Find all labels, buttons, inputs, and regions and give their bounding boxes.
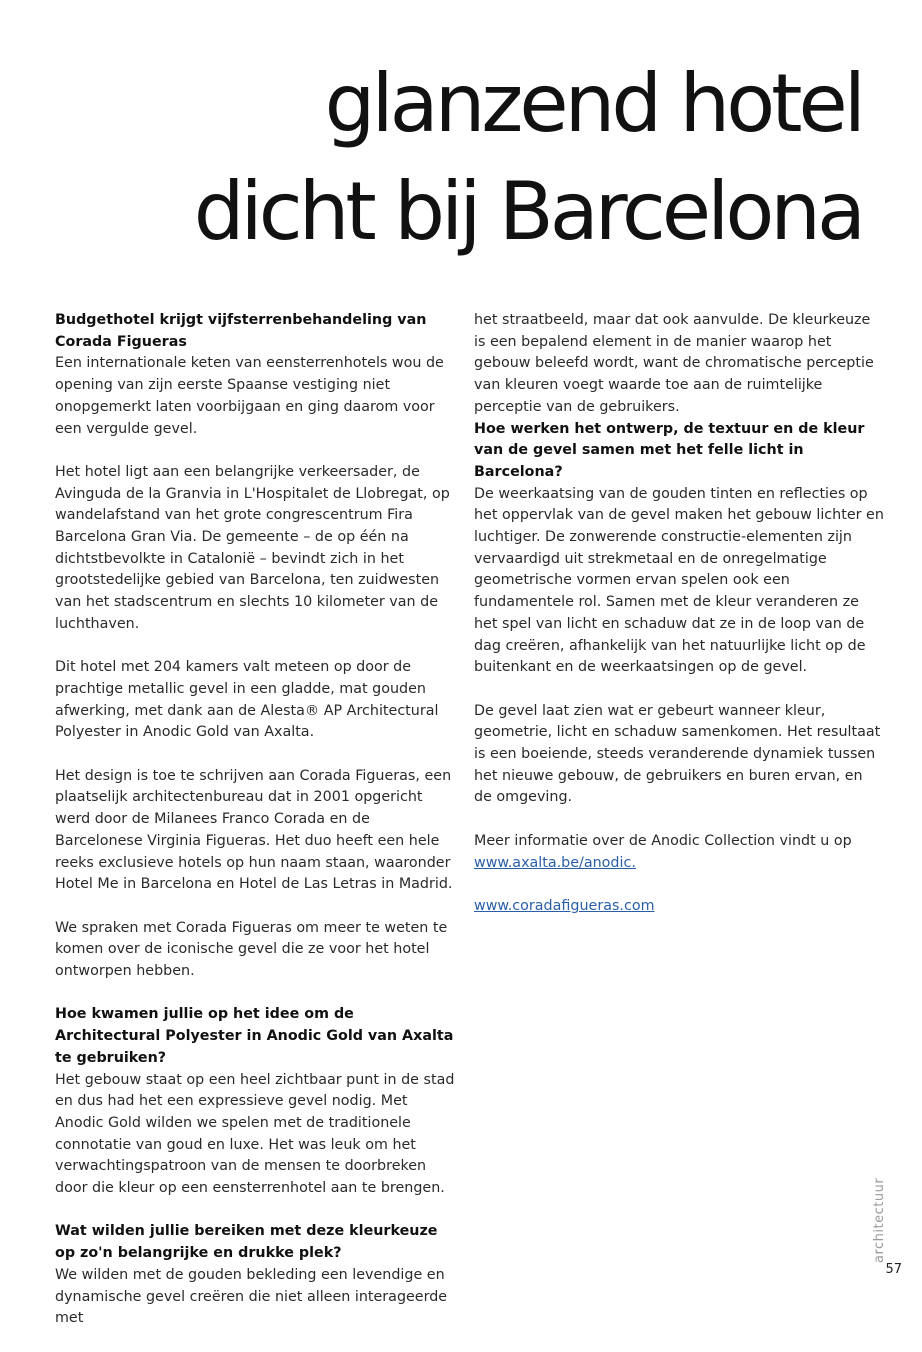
architects-paragraph: Het design is toe te schrijven aan Corada Figueras, een plaatselijk architectenbureau dat in 2001 opgericht werd door de Milanees Franco Corada en de Barcelonese Virginia Figueras. Het duo heeft een hele reeks exclusieve hotels op hun naam staan, waaronder Hotel Me in Barcelona en Hotel de Las Letras in Madrid. bbox=[55, 767, 453, 893]
answer-1: Het gebouw staat op een heel zichtbaar punt in de stad en dus had het een expressieve gevel nodig. Met Anodic Gold wilden we spelen met de traditionele connotatie van goud en luxe. Het was leuk om het verwachtingspatroon van de mensen te doorbreken door die kleur op een eensterrenhotel aan te brengen. bbox=[55, 1071, 455, 1197]
more-info-text: Meer informatie over de Anodic Collection vindt u op bbox=[474, 832, 852, 849]
facade-paragraph: Dit hotel met 204 kamers valt meteen op door de prachtige metallic gevel in een gladde, mat gouden afwerking, met dank aan de Alesta® AP Architectural Polyester in Anodic Gold van Axalta. bbox=[55, 659, 439, 741]
section-label: architectuur bbox=[872, 1177, 887, 1263]
page-title bbox=[194, 50, 862, 266]
corada-link[interactable]: www.coradafigueras.com bbox=[474, 897, 655, 914]
interview-intro-paragraph: We spraken met Corada Figueras om meer te weten te komen over de iconische gevel die ze voor het hotel ontworpen hebben. bbox=[55, 919, 448, 980]
title-line-2: dicht bij Barcelona bbox=[193, 165, 862, 258]
page-number: 57 bbox=[885, 1262, 902, 1277]
location-paragraph: Het hotel ligt aan een belangrijke verkeersader, de Avinguda de la Granvia in L'Hospitalet de Llobregat, op wandelafstand van het grote congrescentrum Fira Barcelona Gran Via. De gemeente – de op één na dichtstbevolkte in Catalonië – bevindt zich in het grootstedelijke gebied van Barcelona, ten zuidwesten van het stadscentrum en slechts 10 kilometer van de luchthaven. bbox=[55, 463, 450, 632]
question-3: Hoe werken het ontwerp, de textuur en de kleur van de gevel samen met het felle licht in Barcelona? bbox=[474, 420, 865, 480]
right-column bbox=[474, 310, 884, 939]
answer-2-continued: het straatbeeld, maar dat ook aanvulde. De kleurkeuze is een bepalend element in de manier waarop het gebouw beleefd wordt, want de chromatische perceptie van kleuren voegt waarde toe aan de ruimtelijke perceptie van de gebruikers. bbox=[474, 312, 874, 415]
axalta-link[interactable]: www.axalta.be/anodic. bbox=[474, 854, 636, 871]
left-column bbox=[55, 310, 455, 1352]
intro-paragraph: Een internationale keten van eensterrenhotels wou de opening van zijn eerste Spaanse vestiging niet onopgemerkt laten voorbijgaan en ging daarom voor een vergulde gevel. bbox=[55, 355, 444, 437]
geometry-paragraph: De gevel laat zien wat er gebeurt wanneer kleur, geometrie, licht en schaduw samenkomen. Het resultaat is een boeiende, steeds veranderende dynamiek tussen het nieuwe gebouw, de gebruikers en buren ervan, en de omgeving. bbox=[474, 702, 881, 806]
question-2: Wat wilden jullie bereiken met deze kleurkeuze op zo'n belangrijke en drukke plek? bbox=[55, 1223, 438, 1262]
answer-2: We wilden met de gouden bekleding een levendige en dynamische gevel creëren die niet alleen interageerde met bbox=[55, 1266, 448, 1327]
answer-3: De weerkaatsing van de gouden tinten en reflecties op het oppervlak van de gevel maken het gebouw lichter en luchtiger. De zonwerende constructie-elementen zijn vervaardigd uit strekmetaal en de onregelmatige geometrische vormen ervan spelen ook een fundamentele rol. Samen met de kleur veranderen ze het spel van licht en schaduw dat ze in de loop van de dag creëren, afhankelijk van het natuurlijke licht op de buitenkant en de weerkaatsingen op de gevel. bbox=[474, 485, 884, 676]
more-info-paragraph bbox=[474, 831, 884, 874]
intro-heading: Budgethotel krijgt vijfsterrenbehandeling van Corada Figueras bbox=[55, 312, 427, 350]
title-line-1: glanzend hotel bbox=[324, 57, 862, 150]
question-1: Hoe kwamen jullie op het idee om de Architectural Polyester in Anodic Gold van Axalta te gebruiken? bbox=[55, 1006, 454, 1066]
corada-link-paragraph bbox=[474, 896, 884, 918]
